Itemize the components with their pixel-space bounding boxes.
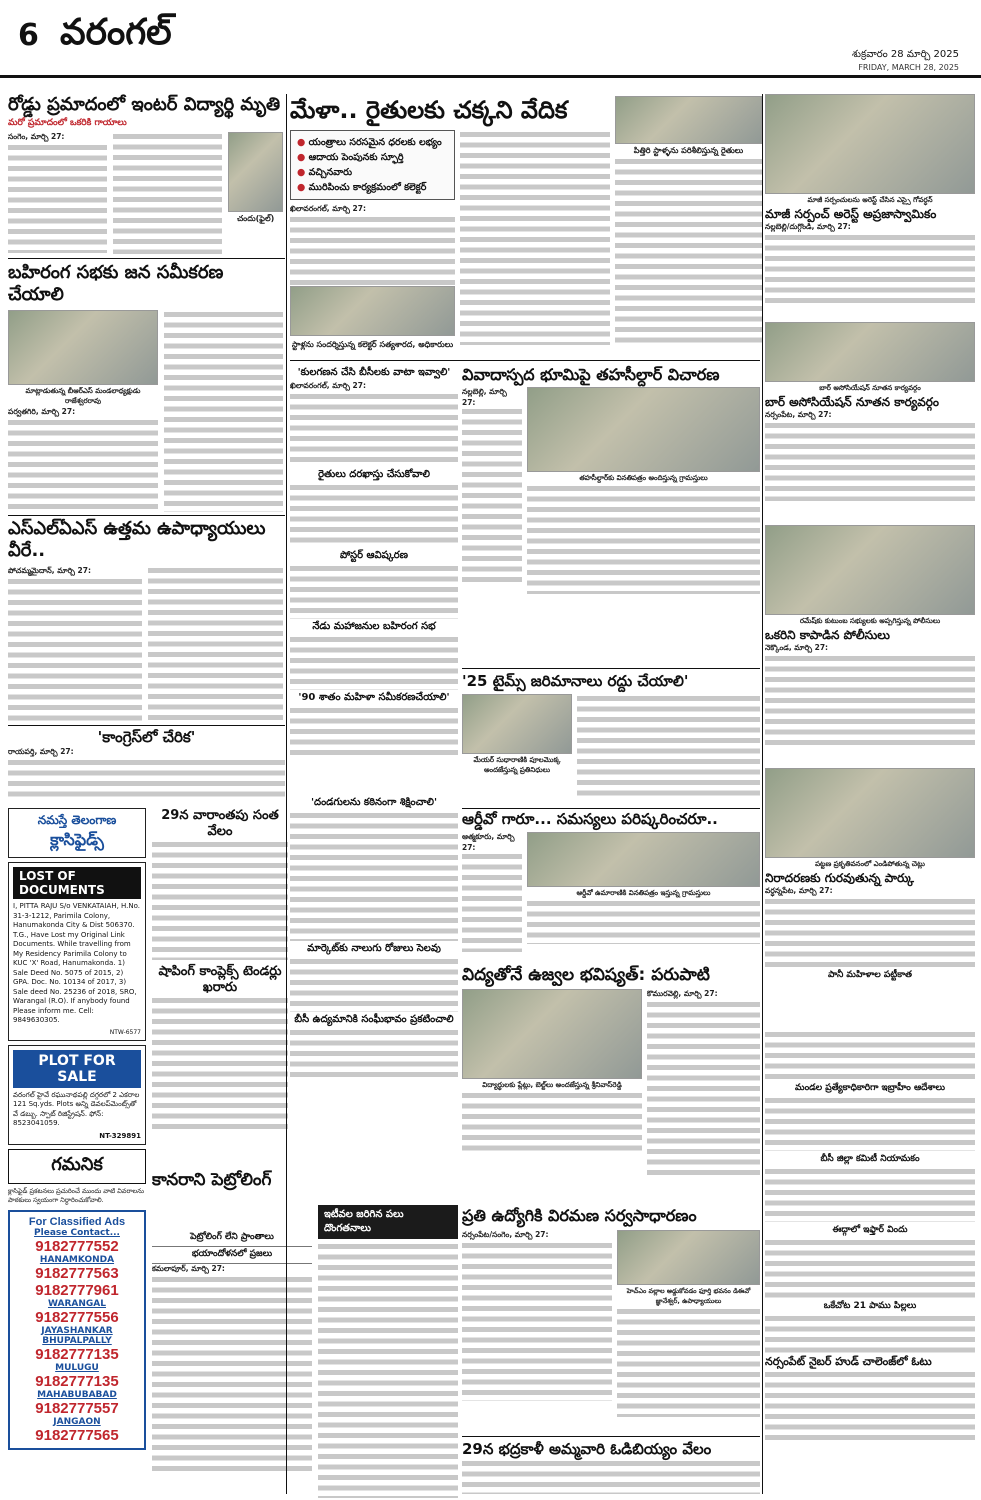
story-fines [462,672,760,807]
headline: ప్రతి ఉద్యోగికి విరమణ సర్వసాధారణం [462,1206,697,1225]
article-body [765,1030,975,1080]
story-center-briefs-2 [290,795,458,1095]
lost-documents-ad [8,862,146,1041]
story-fair-continued [460,130,610,350]
story-retire [462,1205,760,1435]
plot-for-sale-text: వరంగల్ హైవే రఘునాథపల్లి దగ్గరలో 2 ఎకరాల 121 Sq.yds. Plots అన్ని డెవలప్‌మెంట్స్‌తో వే డబ్బు. స్పాట్ రిజిస్ట్రేషన్. ఫోన్: 8523041059. [13,1090,140,1127]
article-body [8,758,285,798]
phone-number: 9182777135 [35,1372,119,1390]
sarpanch-photo [765,94,975,194]
bullet: ● యంత్రాలు సరసమైన ధరలకు లభ్యం [297,135,448,150]
fair-stall-photo [615,96,762,144]
article-body [164,310,283,512]
headline: ఒకేచోట 21 పాము పిల్లలు [823,1301,917,1311]
headline: బహిరంగ సభకు జన సమీకరణ చేయాలి [8,262,224,305]
article-body [765,1167,975,1222]
phone-area: JANGAON [53,1416,101,1427]
robbery-banner: ఇటీవల జరిగిన పలు దొంగతనాలు [318,1205,458,1239]
headline: వివాదాస్పద భూమిపై తహసీల్దార్ విచారణ [462,365,720,384]
headline: రోడ్డు ప్రమాదంలో ఇంటర్ విద్యార్థి మృతి [8,94,281,115]
article-body [462,1241,612,1401]
date-english: FRIDAY, MARCH 28, 2025 [858,63,959,72]
story-center-briefs [290,365,458,795]
story-robbery [318,1205,458,1498]
notice-title: గమనిక [8,1149,146,1184]
phone-number: 9182777961 [35,1281,119,1299]
article-body [617,1307,760,1417]
article-body [615,157,762,347]
story-rescue [765,525,975,765]
article-body [152,996,288,1131]
ad-code: NTW-6577 [109,1028,141,1036]
photo-caption: హెచ్ఎం వల్లాల అడ్డుకోవడం ఫూర్తి భవనం డిఈవో జ్ఞానేశ్వర్, ఉపాధ్యాయులు [626,1287,751,1305]
rally-photo [8,310,158,385]
article-body [290,635,458,690]
photo-caption: బార్ అసోసియేషన్ నూతన కార్యవర్గం [819,384,921,392]
phone-number: 9182777552 [35,1237,119,1255]
headline: బీసీ ఉద్యమానికి సంఘీభావం ప్రకటించాలి [294,1014,454,1025]
dateline: వర్ధన్నపేట, మార్చి 27: [765,886,833,895]
dateline: పోచమ్మమైదాన్, మార్చి 27: [8,566,91,575]
divider [462,1436,760,1437]
headline: '90 శాతం మహిళా సమీకరణచేయాలి' [298,692,450,703]
dateline: కొమురవెల్లి, మార్చి 27: [647,989,718,998]
classifieds-brand [8,808,146,858]
story-land [462,365,760,665]
article-body [8,418,158,512]
article-body [290,706,458,756]
phone-number: 9182777556 [35,1308,119,1326]
retire-photo [617,1230,760,1285]
article-body [647,1000,760,1180]
fair-bullets [290,130,455,200]
bullet: ● ఆదాయ పెంపునకు స్ఫూర్తి [297,150,448,165]
plot-for-sale-ad [8,1045,146,1145]
article-body [290,957,458,1012]
story-patrol [152,1230,312,1498]
article-body [765,1370,975,1445]
bullet: ● వచ్చినవారు [297,165,448,180]
article-body [765,897,975,967]
ad-code: NT-329891 [99,1131,141,1140]
headline: షాపింగ్ కాంప్లెక్స్ టెండర్లు ఖరారు [158,964,282,995]
article-body [460,130,610,345]
article-body [765,654,975,749]
photo-caption: చందు(ఫైల్) [237,214,275,223]
phone-area: HANAMKONDA [39,1254,115,1265]
phone-number: 9182777563 [35,1264,119,1282]
headline: '25 టైమ్స్ జరిమానాలు రద్దు చేయాలి' [462,672,689,690]
dateline: నెక్కొండ, మార్చి 27: [765,643,829,652]
photo-caption: పట్టణ ప్రకృతివనంలో ఎండిపోతున్న చెట్లు [815,860,925,868]
story-bar [765,322,975,522]
photo-caption: విద్యార్థులకు ప్లేట్లు, బెల్ట్‌లు అందజేస్తున్న శ్రీనివాస్‌రెడ్డి [482,1081,622,1089]
story-officer [462,810,760,960]
article-body [290,1028,458,1078]
headline: 'కాంగ్రెస్‌లో చేరిక' [97,728,196,746]
article-body [152,840,288,960]
phone-area: JAYASHANKAR BHUPALPALLY [41,1325,113,1346]
photo-caption: తహసీల్దార్‌కు వినతిపత్రం అందిస్తున్న గ్రామస్తులు [579,474,708,482]
headline: పోస్టర్ ఆవిష్కరణ [339,550,408,561]
bullet: ● మురిపించు కార్యక్రమంలో కలెక్టర్ [297,180,448,195]
photo-caption: రమేష్‌కు కుటుంబ సభ్యులకు అప్పగిస్తున్న పోలీసులు [799,617,941,625]
column-rule [762,94,763,1494]
article-body [290,811,458,941]
story-congress [8,728,285,800]
divider [462,808,760,809]
phone-list [18,1238,136,1444]
photo-caption: మేయర్ సుధారాణికి పూలమొక్క అందజేస్తున్న ప్రతినిధులు [473,756,561,774]
story-park [765,768,975,1028]
article-body [765,233,975,303]
contact-title: For Classified Ads [28,1215,126,1228]
article-body [290,215,455,285]
dateline: సంగెం, మార్చి 27: [8,132,65,141]
headline: మేళా.. రైతులకు చక్కని వేదిక [290,96,568,124]
divider [462,668,760,669]
page-number: 6 [18,18,39,53]
lost-documents-title: LOST OF DOCUMENTS [13,867,141,899]
subhead: భయాందోళనలో ప్రజలు [152,1247,312,1264]
classified-contact-block [8,1210,146,1450]
photo-caption: పిత్తిరి స్టాళ్ళను పరిశీలిస్తున్న రైతులు [633,146,744,155]
article-body [8,143,107,253]
story-fair-right [615,96,762,356]
phone-area: WARANGAL [47,1298,106,1309]
phone-area: MAHABUBABAD [37,1389,117,1400]
masthead [0,0,981,78]
divider [8,258,285,259]
article-body [765,1238,975,1298]
dateline: నల్లబెల్లి/దుగ్గొండి, మార్చి 27: [765,222,851,231]
dateline: రాయపర్తి, మార్చి 27: [8,747,74,756]
section-title: వరంగల్ [60,12,172,53]
headline: మండల ప్రత్యేకాధికారిగా ఇబ్రాహీం ఆదేశాలు [795,1083,945,1093]
headline: విద్యతోనే ఉజ్వల భవిష్యత్: పరుపాటి [462,965,710,985]
phone-number: 9182777557 [35,1399,119,1417]
portrait-photo [228,132,283,212]
column-rule [286,94,287,1494]
headline: నర్సంపేట్ నైబర్ హుడ్ చాలెంజ్‌లో ఓటు [765,1355,932,1368]
headline: మార్కెట్‌కు నాలుగు రోజులు సెలవు [307,943,441,954]
article-body [527,484,760,594]
article-body [462,1459,760,1494]
headline: కానరాని పెట్రోలింగ్ [152,1170,272,1190]
dateline: నర్సంపేట, మార్చి 27: [765,410,832,419]
headline: నిరాదరణకు గురవుతున్న పార్కు [765,871,914,885]
headline: 29న వారాంతపు సంత వేలం [161,808,279,839]
story-rally [8,262,283,512]
subhead: పెట్రోలింగ్ లేని ప్రాంతాలు [152,1230,312,1247]
masthead-date [852,48,959,74]
fines-photo [462,694,572,754]
article-body [152,1275,312,1475]
article-body [527,899,760,944]
article-body [765,421,975,501]
headline: 29న భద్రకాళీ అమ్మవారి ఓడిబియ్యం వేలం [462,1440,712,1458]
story-right-briefs [765,1030,975,1498]
headline: ఒకరిని కాపాడిన పోలీసులు [765,628,890,642]
notice-text: క్లాసిఫైడ్ ప్రకటనలు ప్రచురించే ముందు వాటి వివరాలను పాఠకులు స్వయంగా నిర్ధారించుకోవాలి. [8,1186,144,1204]
divider [8,725,285,726]
land-photo [527,387,760,472]
article-body [577,694,760,799]
article-body [462,1091,642,1151]
photo-caption: స్టాళ్లను సందర్శిస్తున్న కలెక్టర్ సత్యశారద, అధికారులు [291,340,454,349]
article-body [318,1242,458,1498]
lost-documents-text: I, PITTA RAJU S/o VENKATAIAH, H.No. 31-3-1212, Parimila Colony, Hanumakonda City & Dist 506370. T.G., Have Lost my Original Link Documents. While travelling from My Residency Parimila Colony to KUC 'X' Road, Hanumakonda. 1) Sale Deed No. 5075 of 2015, 2) GPA. Doc. No. 10134 of 2017, 3) Sale deed No. 25236 of 2018, SRO, Warangal (R.O). If anybody found Please inform me. Cell: 9849630305. [13,902,141,1024]
photo-caption: మాజీ సర్పంచులను అరెస్ట్ చేసిన ఎస్సై గోవర్ధన్ [807,196,933,204]
article-body [462,852,522,952]
article-body [290,564,458,619]
dateline: నర్సంపేట/సంగెం, మార్చి 27: [462,1230,549,1239]
article-body [765,1096,975,1151]
photo-caption: మాట్లాడుతున్న బీఆర్ఎస్ మండలాధ్యక్షుడు రాజేశ్వరరావు [25,387,141,405]
story-sarpanch [765,94,975,316]
article-body [148,566,283,723]
classifieds-title: క్లాసిఫైడ్స్ [50,830,104,849]
dateline: ఆత్మకూరు, మార్చి 27: [462,832,515,852]
bar-photo [765,322,975,382]
plot-for-sale-title: PLOT FOR SALE [13,1050,141,1088]
dateline: నల్లబెల్లి, మార్చి 27: [462,387,507,407]
story-education [462,964,760,1204]
contact-subtitle: Please Contact... [34,1227,120,1238]
education-photo [462,989,642,1079]
story-teachers [8,518,283,723]
photo-caption: ఆర్డీవో ఉమారాణికి వినతిపత్రం ఇస్తున్న గ్రామస్తులు [576,889,711,897]
dateline: ఖిలావరంగల్, మార్చి 27: [290,204,366,213]
article-body [113,132,222,254]
headline: 'దండగులను కఠినంగా శిక్షించాలి' [310,797,438,808]
dateline: పర్వతగిరి, మార్చి 27: [8,407,76,416]
divider [8,515,285,516]
headline: మాజీ సర్పంచ్ అరెస్ట్ అప్రజాస్వామికం [765,207,937,221]
headline: ఈద్గాలో ఇఫ్తార్ విందు [832,1225,908,1235]
fair-photo [290,286,455,336]
brand-name: నమస్తే తెలంగాణ [37,813,117,827]
classifieds-panel [8,808,146,1498]
headline: రైతులు దరఖాస్తు చేసుకోవాలి [318,469,430,480]
article-body [290,483,458,548]
article-body [462,407,522,587]
dateline: ఖిలావరంగల్, మార్చి 27: [290,381,366,390]
article-body [290,392,458,467]
story-accident [8,94,283,254]
article-body [8,577,142,723]
headline: ఎస్ఎల్ఏఎస్ ఉత్తమ ఉపాధ్యాయులు వీరే.. [8,518,266,561]
phone-number: 9182777565 [35,1426,119,1444]
phone-number: 9182777135 [35,1345,119,1363]
rescue-photo [765,525,975,615]
story-temple [462,1440,760,1498]
article-body [765,1314,975,1354]
headline: 'కులగణన చేసి బీసీలకు వాటా ఇవ్వాలి' [297,367,451,378]
officer-photo [527,832,760,887]
divider [290,360,760,361]
date-telugu: శుక్రవారం 28 మార్చి 2025 [852,49,959,60]
phone-area: MULUGU [55,1362,99,1373]
headline: పానీ మహిళాల పట్టీకాత [827,970,913,980]
park-photo [765,768,975,858]
headline: ఆర్డీవో గారూ... సమస్యలు పరిష్కరించరూ.. [462,810,718,828]
headline: బీసీ జిల్లా కమిటీ నియామకం [820,1154,920,1164]
headline: బార్ అసోసియేషన్ నూతన కార్యవర్గం [765,395,939,409]
dateline: కమలాపూర్, మార్చి 27: [152,1264,225,1273]
kicker: మరో ప్రమాదంలో ఒకరికి గాయాలు [8,118,127,128]
headline: నేడు మహాజనుల బహిరంగ సభ [312,621,436,632]
